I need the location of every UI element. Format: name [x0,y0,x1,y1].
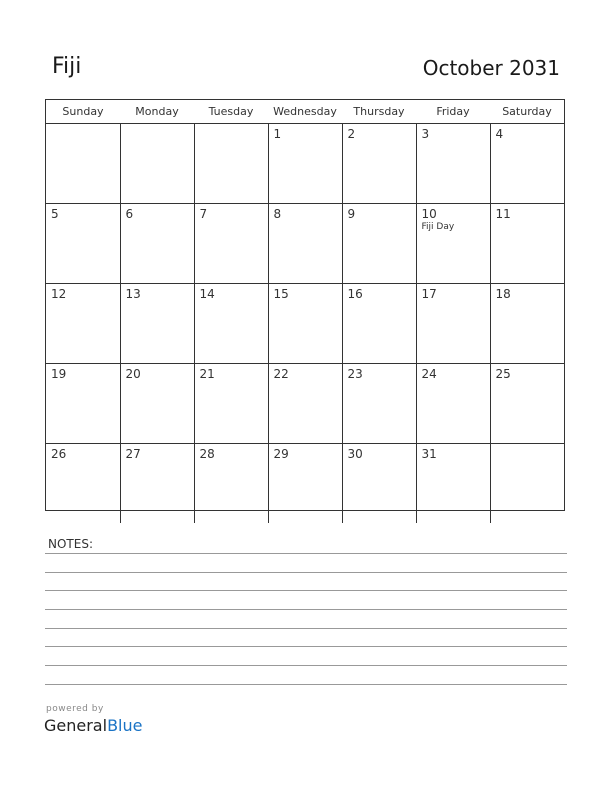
day-cell [342,284,416,364]
day-number: 26 [51,447,67,461]
week-row [46,364,564,444]
notes-line [45,553,567,554]
day-cell [194,364,268,444]
day-number: 3 [421,127,430,141]
day-cell [194,444,268,524]
day-number: 9 [347,207,356,221]
notes-line [45,609,567,610]
day-cell [120,444,194,524]
weekday-header: Wednesday [268,100,342,124]
country-title: Fiji [52,54,82,79]
week-row [46,124,564,204]
day-number: 30 [347,447,363,461]
week-row [46,284,564,364]
day-cell [490,364,564,444]
day-cell [416,204,490,284]
day-cell [416,124,490,204]
day-cell [268,204,342,284]
weekday-header: Friday [416,100,490,124]
day-number: 8 [273,207,282,221]
day-cell [268,444,342,524]
day-cell [120,204,194,284]
weekday-header: Monday [120,100,194,124]
day-number: 31 [421,447,437,461]
notes-line [45,684,567,685]
day-number: 16 [347,287,363,301]
day-cell [416,444,490,524]
day-number: 2 [347,127,356,141]
weekday-header: Saturday [490,100,564,124]
day-cell [416,284,490,364]
brand-blue: Blue [107,716,143,735]
day-cell [342,124,416,204]
day-number: 5 [51,207,59,221]
day-number: 15 [273,287,289,301]
day-cell [46,124,120,204]
day-number: 11 [495,207,511,221]
brand-logo [44,716,142,735]
day-cell [268,124,342,204]
day-cell [194,204,268,284]
notes-line [45,572,567,573]
day-number: 14 [199,287,215,301]
day-cell [46,444,120,524]
day-cell [490,284,564,364]
day-cell [46,204,120,284]
day-cell [342,204,416,284]
day-number: 23 [347,367,363,381]
day-number: 18 [495,287,511,301]
day-number: 17 [421,287,437,301]
day-number: 24 [421,367,437,381]
weekday-header: Tuesday [194,100,268,124]
day-number: 27 [125,447,141,461]
day-cell [268,284,342,364]
day-number: 10 [421,207,437,221]
day-cell [120,284,194,364]
day-cell [342,444,416,524]
day-cell [490,204,564,284]
calendar-grid [45,99,565,511]
day-number: 12 [51,287,67,301]
day-number: 13 [125,287,141,301]
week-row [46,444,564,524]
brand-general: General [44,716,108,735]
holiday-label: Fiji Day [421,222,455,232]
day-number: 28 [199,447,215,461]
day-cell [194,284,268,364]
powered-by-text: powered by [46,704,104,714]
notes-line [45,590,567,591]
day-number: 25 [495,367,511,381]
day-number: 20 [125,367,141,381]
day-cell [194,124,268,204]
day-cell [268,364,342,444]
day-cell [490,444,564,524]
day-number: 7 [199,207,208,221]
day-cell [46,284,120,364]
month-title: October 2031 [422,56,560,80]
day-cell [416,364,490,444]
notes-line [45,646,567,647]
day-number: 29 [273,447,289,461]
weekday-header: Thursday [342,100,416,124]
day-number: 4 [495,127,504,141]
day-cell [490,124,564,204]
day-cell [120,124,194,204]
day-cell [342,364,416,444]
day-number: 19 [51,367,67,381]
day-number: 1 [273,127,282,141]
day-number: 21 [199,367,215,381]
day-cell [46,364,120,444]
notes-label: NOTES: [48,537,93,551]
notes-line [45,665,567,666]
week-row [46,204,564,284]
weekday-header: Sunday [46,100,120,124]
notes-line [45,628,567,629]
day-number: 22 [273,367,289,381]
day-cell [120,364,194,444]
day-number: 6 [125,207,134,221]
